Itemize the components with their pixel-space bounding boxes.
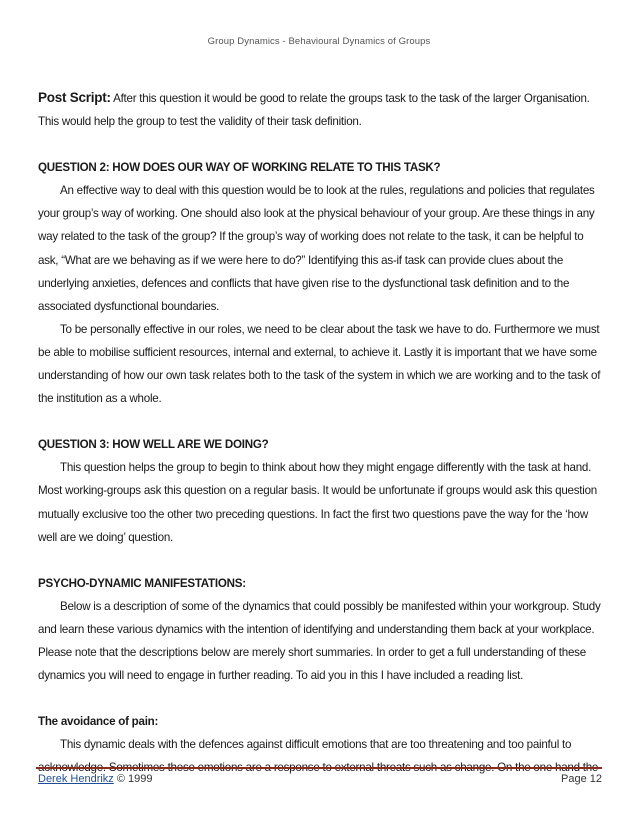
post-script-paragraph [38,86,606,133]
author-link[interactable]: Derek Hendrikz [38,773,114,785]
question2-heading: QUESTION 2: HOW DOES OUR WAY OF WORKING RELATE TO THIS TASK? [38,161,441,175]
spacer [38,549,606,572]
footer-credit [38,773,153,785]
question2-paragraph-1: An effective way to deal with this question would be to look at the rules, regulations and policies that regulates your group’s way of working. One should also look at the physical behaviour of your group. Are these things in any way related to the task of the group? If the group’s way of working does not relate to the task, it can be helpful to ask, “What are we behaving as if we were here to do?” Identifying this as-if task can provide clues about the underlying anxieties, defences and conflicts that have given rise to the dysfunctional task definition and to the associated dysfunctional boundaries. [38,184,595,313]
page-footer [38,773,602,785]
question3-heading: QUESTION 3: HOW WELL ARE WE DOING? [38,438,269,452]
avoidance-of-pain-paragraph-1: This dynamic deals with the defences against difficult emotions that are too threatening and too painful to acknowledge. Sometimes these emotions are a response to external threats such as change. On the one hand the [38,738,599,775]
question3-paragraph-1: This question helps the group to begin to think about how they might engage differently with the task at hand. Most working-groups ask this question on a regular basis. It would be unfortunate if groups would ask this question mutually exclusive too the other two preceding questions. In fact the first two questions pave the way for the ‘how well are we doing’ question. [38,461,597,544]
footer-divider [36,767,602,769]
copyright-text: © 1999 [113,773,153,785]
post-script-label: Post Script: [38,90,111,105]
avoidance-of-pain-heading: The avoidance of pain: [38,715,159,729]
psycho-dynamic-heading: PSYCHO-DYNAMIC MANIFESTATIONS: [38,576,246,590]
psycho-dynamic-paragraph-1: Below is a description of some of the dynamics that could possibly be manifested within your workgroup. Study and learn these various dynamics with the intention of identifying and understanding them back at your workplace. Please note that the descriptions below are merely short summaries. In order to get a full understanding of these dynamics you will need to engage in further reading. To aid you in this I have included a reading list. [38,599,601,683]
spacer [38,687,606,710]
spacer [38,133,606,156]
running-header: Group Dynamics - Behavioural Dynamics of Groups [207,36,431,47]
question2-paragraph-2: To be personally effective in our roles, we need to be clear about the task we have to do. Furthermore we must be able to mobilise sufficient resources, internal and external, to achieve it. Lastly it is important that we have some understanding of how our own task relates both to the task of the system in which we are working and to the task of the institution as a whole. [38,322,601,406]
page-body [38,86,606,779]
spacer [38,410,606,433]
post-script-text: After this question it would be good to relate the groups task to the task of the larger Organisation. This would help the group to test the validity of their task definition. [38,92,590,129]
page-number: Page 12 [561,773,602,785]
